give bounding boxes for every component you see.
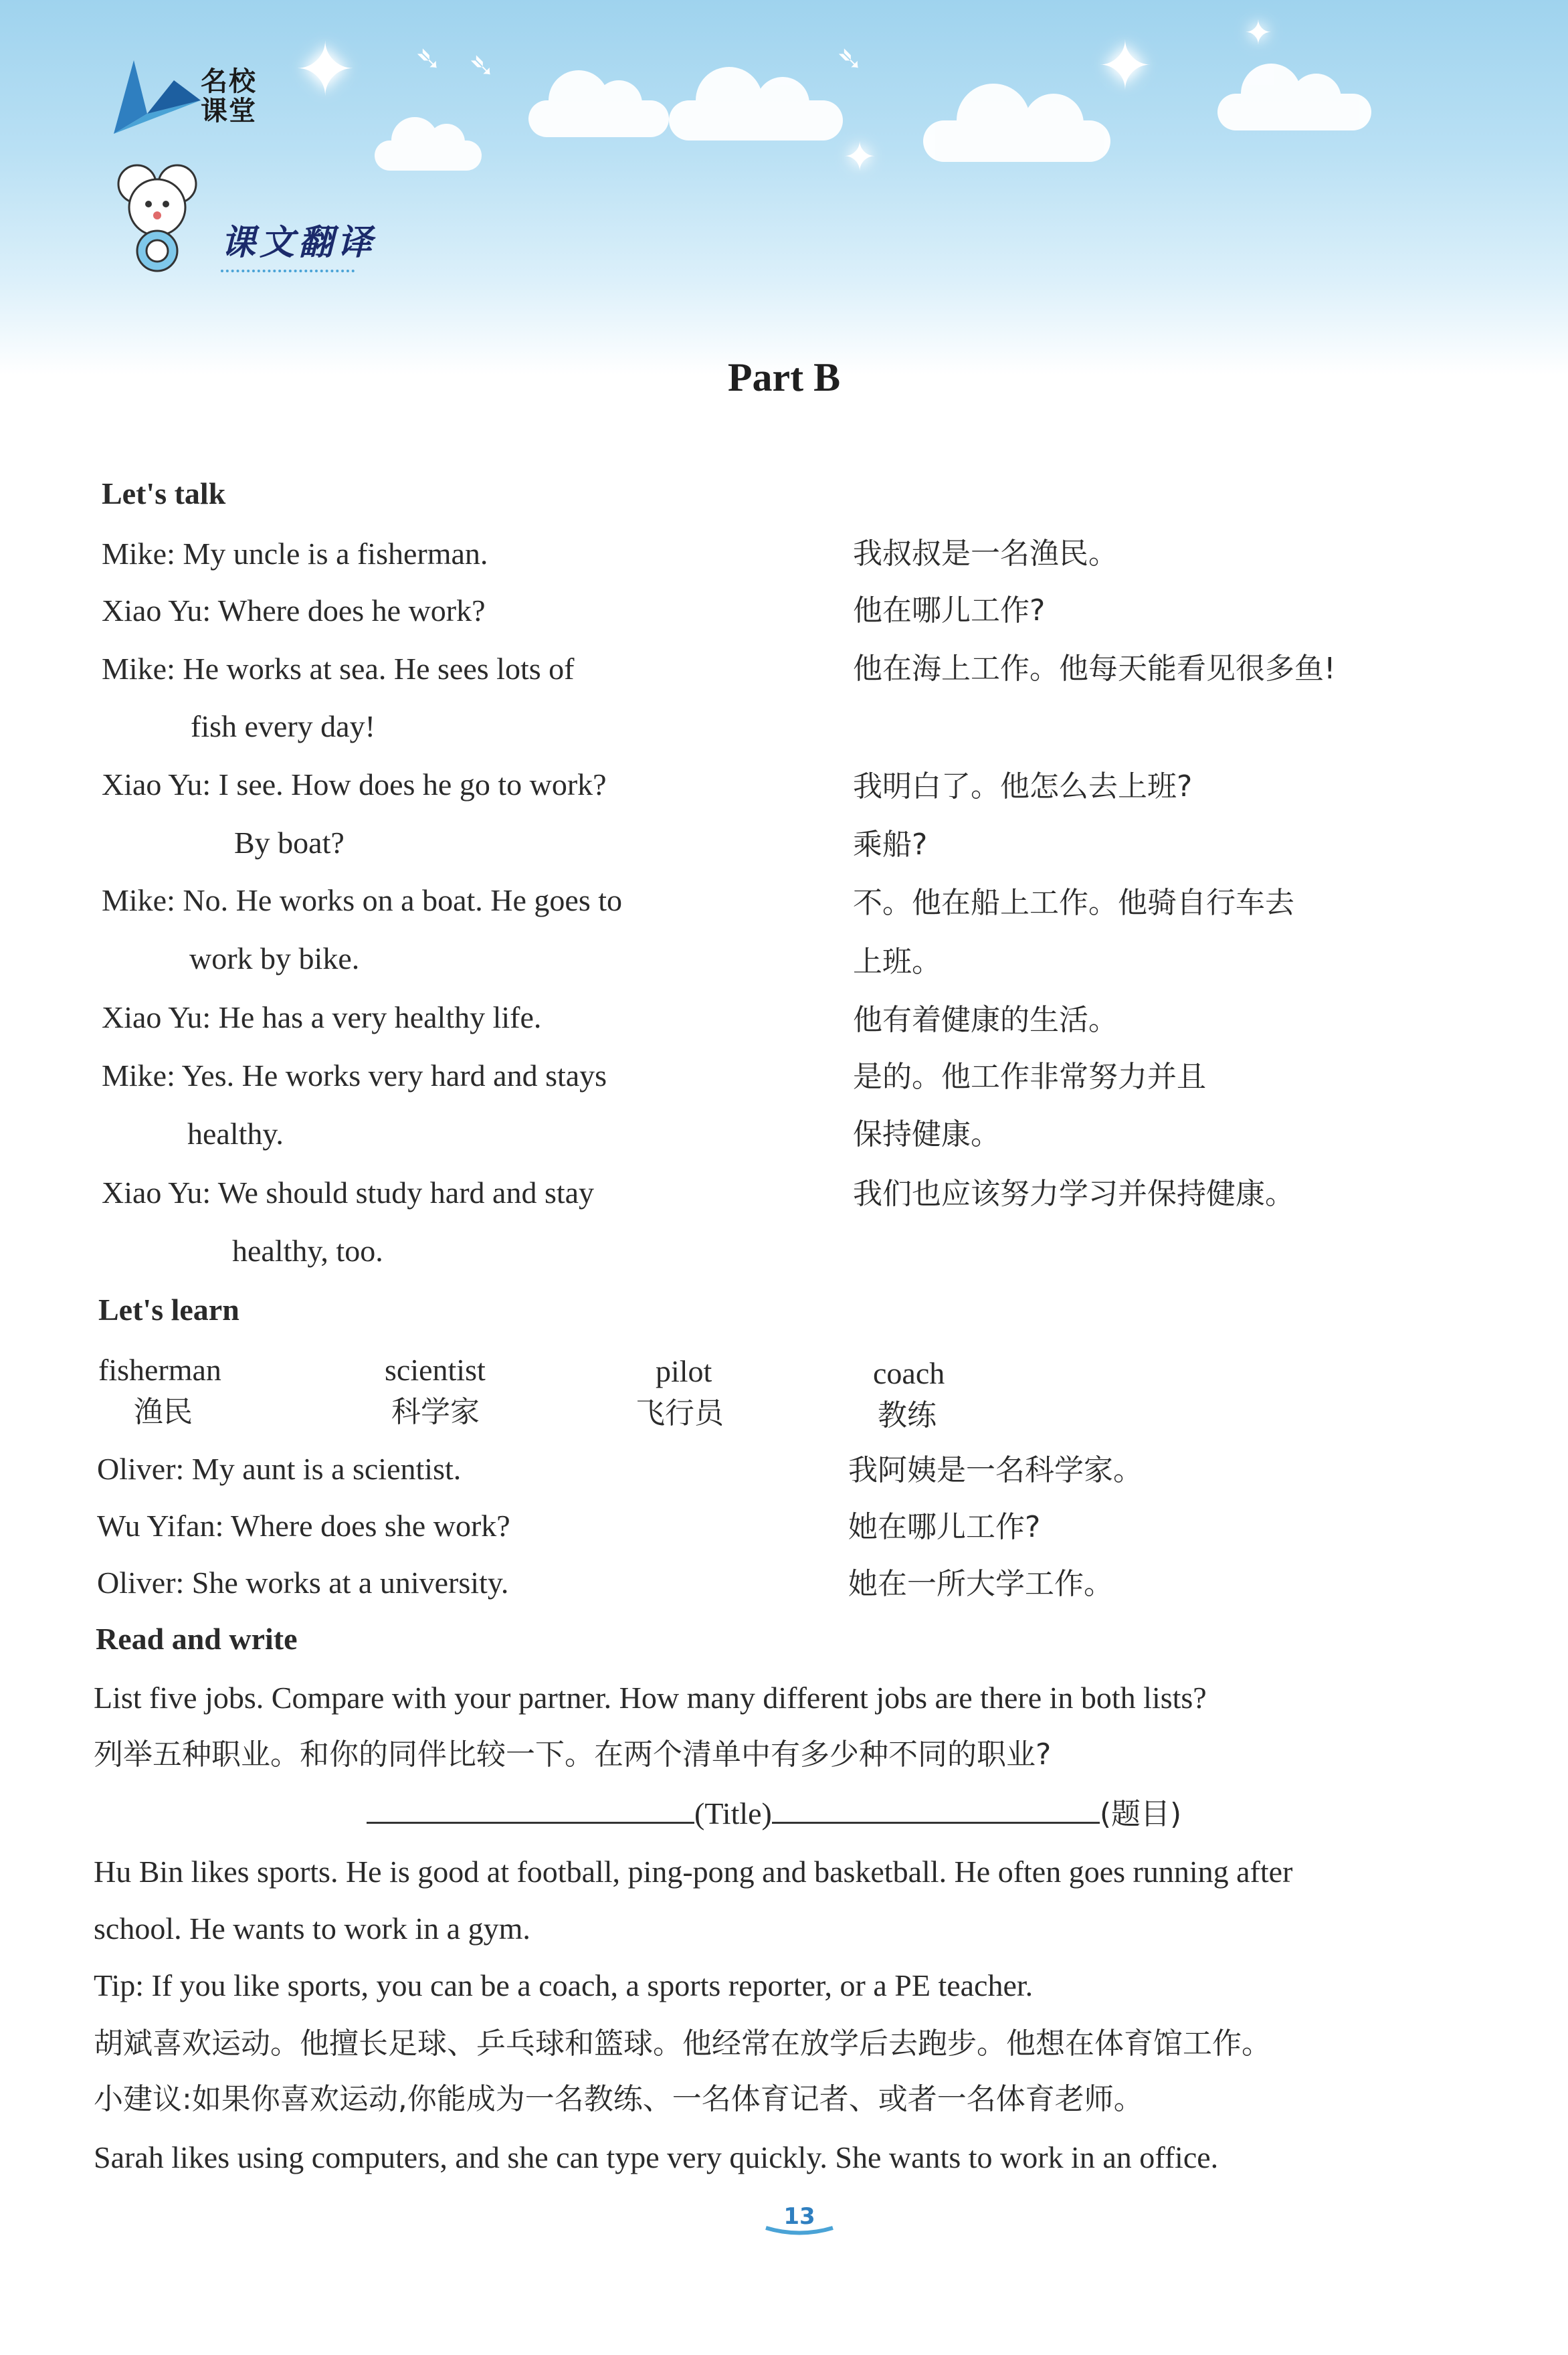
lets-learn-heading: Let's learn	[98, 1293, 239, 1327]
dialogue-line-en: healthy, too.	[232, 1234, 383, 1268]
title-blank	[367, 1795, 694, 1824]
instruction-en: List five jobs. Compare with your partner. How many different jobs are there in both lists?	[94, 1681, 1207, 1715]
paragraph-line: Hu Bin likes sports. He is good at football, ping-pong and basketball. He often goes running after	[94, 1855, 1293, 1889]
vocab-word-cn: 渔民	[134, 1395, 193, 1429]
dialogue-line-en: Oliver: She works at a university.	[97, 1566, 509, 1600]
title-underline-decoration	[221, 264, 355, 272]
dialogue-line-cn: 我叔叔是一名渔民。	[853, 537, 1118, 571]
dialogue-line-en: By boat?	[234, 826, 345, 860]
header-banner	[0, 0, 1568, 375]
dialogue-line-cn: 我们也应该努力学习并保持健康。	[853, 1177, 1294, 1211]
paragraph-line: Sarah likes using computers, and she can type very quickly. She wants to work in an office.	[94, 2140, 1219, 2174]
sparkle-icon: ✦	[1244, 13, 1272, 52]
dialogue-line-en: healthy.	[187, 1117, 284, 1151]
dialogue-line-cn: 我阿姨是一名科学家。	[848, 1453, 1143, 1487]
bird-icon: ➴	[415, 40, 442, 78]
dialogue-line-en: fish every day!	[191, 709, 375, 743]
paragraph-line: school. He wants to work in a gym.	[94, 1911, 530, 1946]
page-number: 13	[783, 2203, 815, 2230]
dialogue-line-en: Xiao Yu: Where does he work?	[102, 593, 486, 628]
section-title: 课文翻译	[221, 223, 377, 263]
title-fill-line	[367, 1795, 1181, 1833]
title-blank	[772, 1795, 1100, 1824]
cloud-decoration	[528, 100, 669, 137]
vocab-word-en: scientist	[385, 1353, 486, 1387]
dialogue-line-cn: 上班。	[853, 945, 941, 979]
dialogue-line-cn: 我明白了。他怎么去上班?	[853, 769, 1193, 804]
dialogue-line-en: Oliver: My aunt is a scientist.	[97, 1452, 462, 1486]
paper-crane-logo-icon	[107, 54, 207, 147]
part-title: Part B	[727, 355, 841, 399]
paragraph-cn: 胡斌喜欢运动。他擅长足球、乒乓球和篮球。他经常在放学后去跑步。他想在体育馆工作。	[94, 2027, 1271, 2061]
title-label-en: (Title)	[694, 1796, 772, 1830]
dialogue-line-cn: 她在哪儿工作?	[848, 1510, 1041, 1544]
dialogue-line-cn: 是的。他工作非常努力并且	[853, 1060, 1206, 1094]
dialogue-line-en: Mike: He works at sea. He sees lots of	[102, 652, 575, 686]
vocab-word-cn: 科学家	[391, 1395, 480, 1429]
vocab-word-en: pilot	[656, 1354, 712, 1388]
dialogue-line-en: Xiao Yu: I see. How does he go to work?	[102, 767, 607, 802]
dialogue-line-en: Mike: My uncle is a fisherman.	[102, 537, 488, 571]
dialogue-line-cn: 他有着健康的生活。	[853, 1003, 1118, 1037]
sparkle-icon: ✦	[294, 27, 357, 112]
instruction-cn: 列举五种职业。和你的同伴比较一下。在两个清单中有多少种不同的职业?	[94, 1737, 1052, 1772]
dialogue-line-cn: 保持健康。	[853, 1117, 1000, 1151]
vocab-word-cn: 飞行员	[635, 1396, 724, 1430]
bird-icon: ➴	[836, 40, 864, 78]
cloud-decoration	[923, 120, 1110, 162]
sparkle-icon: ✦	[843, 134, 877, 181]
vocab-word-cn: 教练	[878, 1398, 937, 1432]
logo-text: 名校 课堂	[201, 66, 257, 126]
dialogue-line-en: Mike: Yes. He works very hard and stays	[102, 1058, 607, 1093]
dialogue-line-cn: 他在哪儿工作?	[853, 593, 1046, 628]
mouse-mascot-icon	[100, 161, 214, 274]
dialogue-line-en: Xiao Yu: We should study hard and stay	[102, 1175, 595, 1210]
dialogue-line-cn: 乘船?	[853, 828, 928, 862]
cloud-decoration	[669, 100, 843, 140]
tip-en: Tip: If you like sports, you can be a coach, a sports reporter, or a PE teacher.	[94, 1968, 1034, 2002]
tip-cn: 小建议:如果你喜欢运动,你能成为一名教练、一名体育记者、或者一名体育老师。	[94, 2082, 1143, 2116]
dialogue-line-en: work by bike.	[189, 941, 360, 975]
dialogue-line-cn: 不。他在船上工作。他骑自行车去	[853, 886, 1294, 920]
dialogue-line-en: Xiao Yu: He has a very healthy life.	[102, 1000, 542, 1034]
vocab-word-en: coach	[873, 1356, 945, 1390]
dialogue-line-cn: 他在海上工作。他每天能看见很多鱼!	[853, 652, 1336, 686]
sparkle-icon: ✦	[1097, 27, 1153, 105]
bird-icon: ➴	[468, 47, 496, 84]
cloud-decoration	[1217, 94, 1371, 130]
page-number-ornament	[763, 2201, 836, 2241]
vocab-word-en: fisherman	[98, 1353, 221, 1387]
dialogue-line-cn: 她在一所大学工作。	[848, 1567, 1113, 1601]
dialogue-line-en: Mike: No. He works on a boat. He goes to	[102, 883, 623, 917]
lets-talk-heading: Let's talk	[102, 476, 226, 510]
cloud-decoration	[375, 140, 482, 171]
dialogue-line-en: Wu Yifan: Where does she work?	[97, 1509, 510, 1543]
title-label-cn: (题目)	[1099, 1797, 1182, 1831]
read-and-write-heading: Read and write	[96, 1622, 298, 1656]
